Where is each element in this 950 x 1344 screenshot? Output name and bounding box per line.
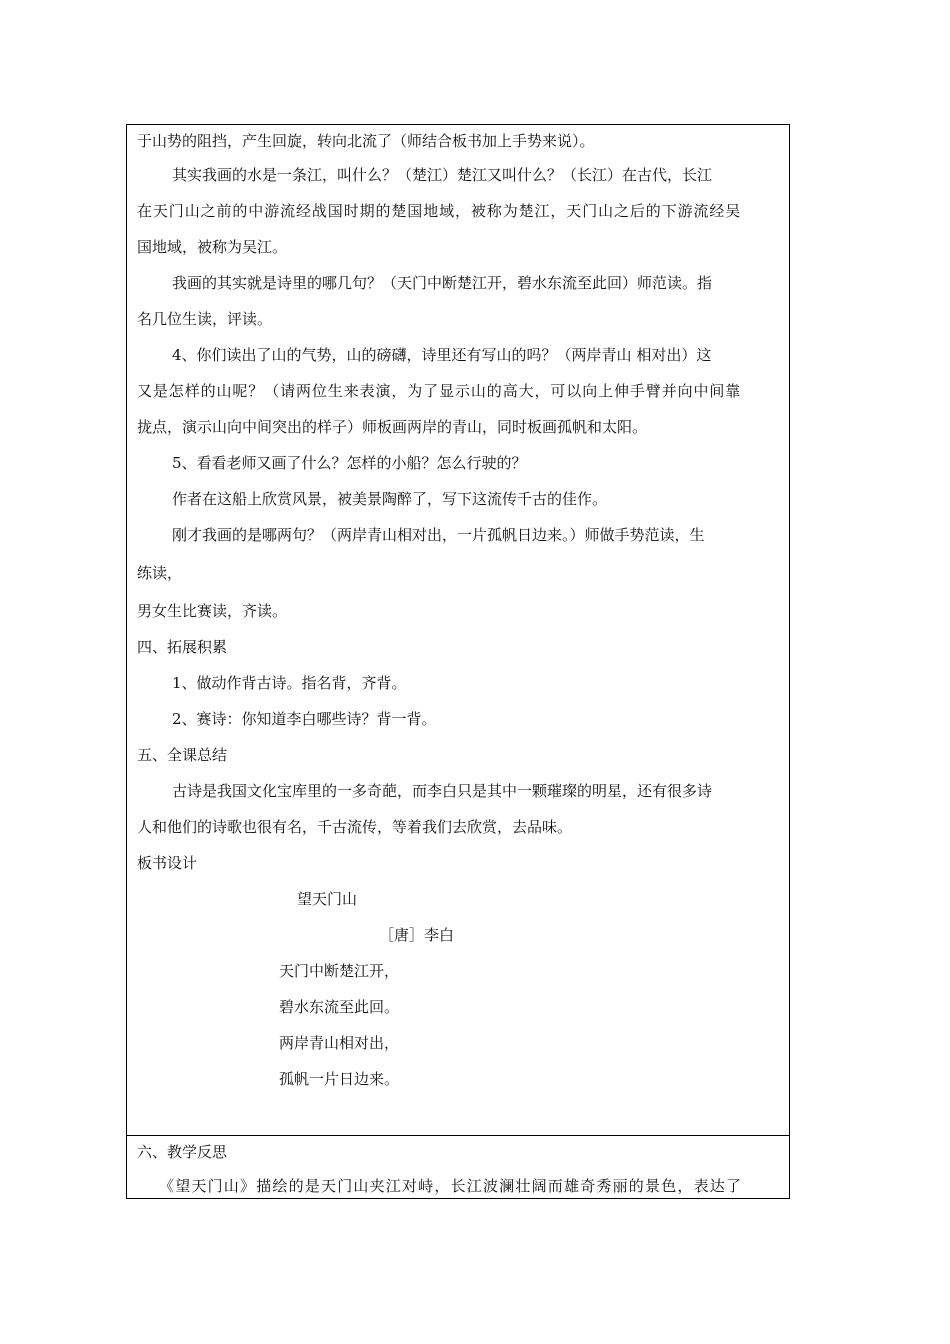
section-heading: 板书设计 bbox=[137, 854, 198, 872]
poem-line: 天门中断楚江开， bbox=[279, 962, 400, 980]
text-line: 于山势的阻挡，产生回旋，转向北流了（师结合板书加上手势来说）。 bbox=[137, 132, 595, 150]
text-line: 拢点，演示山向中间突出的样子）师板画两岸的青山，同时板画孤帆和太阳。 bbox=[137, 418, 648, 436]
text-line: 名几位生读，评读。 bbox=[137, 310, 273, 328]
text-line: 5、看看老师又画了什么？怎样的小船？怎么行驶的？ bbox=[172, 454, 527, 472]
text-line: 4、你们读出了山的气势，山的磅礴，诗里还有写山的吗？（两岸青山 相对出）这 bbox=[172, 346, 712, 364]
section-heading: 四、拓展积累 bbox=[137, 638, 228, 656]
lesson-content-cell bbox=[127, 125, 789, 1136]
text-line: 1、做动作背古诗。指名背，齐背。 bbox=[172, 674, 407, 692]
text-line: 作者在这船上欣赏风景，被美景陶醉了，写下这流传千古的佳作。 bbox=[172, 490, 608, 508]
text-line: 国地域，被称为吴江。 bbox=[137, 238, 288, 256]
text-line: 人和他们的诗歌也很有名，千古流传，等着我们去欣赏，去品味。 bbox=[137, 818, 573, 836]
text-line: 我画的其实就是诗里的哪几句？（天门中断楚江开，碧水东流至此回）师范读。指 bbox=[172, 274, 713, 292]
text-line: 在天门山之前的中游流经战国时期的楚国地域，被称为楚江，天门山之后的下游流经吴 bbox=[137, 202, 742, 220]
text-line: 男女生比赛读，齐读。 bbox=[137, 602, 288, 620]
board-author: ［唐］李白 bbox=[379, 926, 455, 944]
reflection-cell bbox=[127, 1136, 789, 1198]
poem-line: 孤帆一片日边来。 bbox=[279, 1070, 400, 1088]
text-line: 其实我画的水是一条江，叫什么？（楚江）楚江又叫什么？（长江）在古代，长江 bbox=[172, 166, 713, 184]
section-heading: 六、教学反思 bbox=[137, 1143, 228, 1161]
board-title: 望天门山 bbox=[297, 890, 358, 908]
section-heading: 五、全课总结 bbox=[137, 746, 228, 764]
text-line: 练读， bbox=[137, 564, 183, 582]
text-line: 《望天门山》描绘的是天门山夹江对峙，长江波澜壮阔而雄奇秀丽的景色，表达了 bbox=[159, 1177, 743, 1195]
poem-line: 两岸青山相对出， bbox=[279, 1034, 400, 1052]
poem-line: 碧水东流至此回。 bbox=[279, 998, 400, 1016]
text-line: 2、赛诗：你知道李白哪些诗？背一背。 bbox=[172, 710, 437, 728]
text-line: 古诗是我国文化宝库里的一多奇葩，而李白只是其中一颗璀璨的明星，还有很多诗 bbox=[172, 782, 713, 800]
text-line: 刚才我画的是哪两句？（两岸青山相对出，一片孤帆日边来。）师做手势范读，生 bbox=[172, 526, 705, 544]
lesson-plan-table bbox=[126, 124, 790, 1199]
text-line: 又是怎样的山呢？（请两位生来表演，为了显示山的高大，可以向上伸手臂并向中间靠 bbox=[137, 382, 742, 400]
